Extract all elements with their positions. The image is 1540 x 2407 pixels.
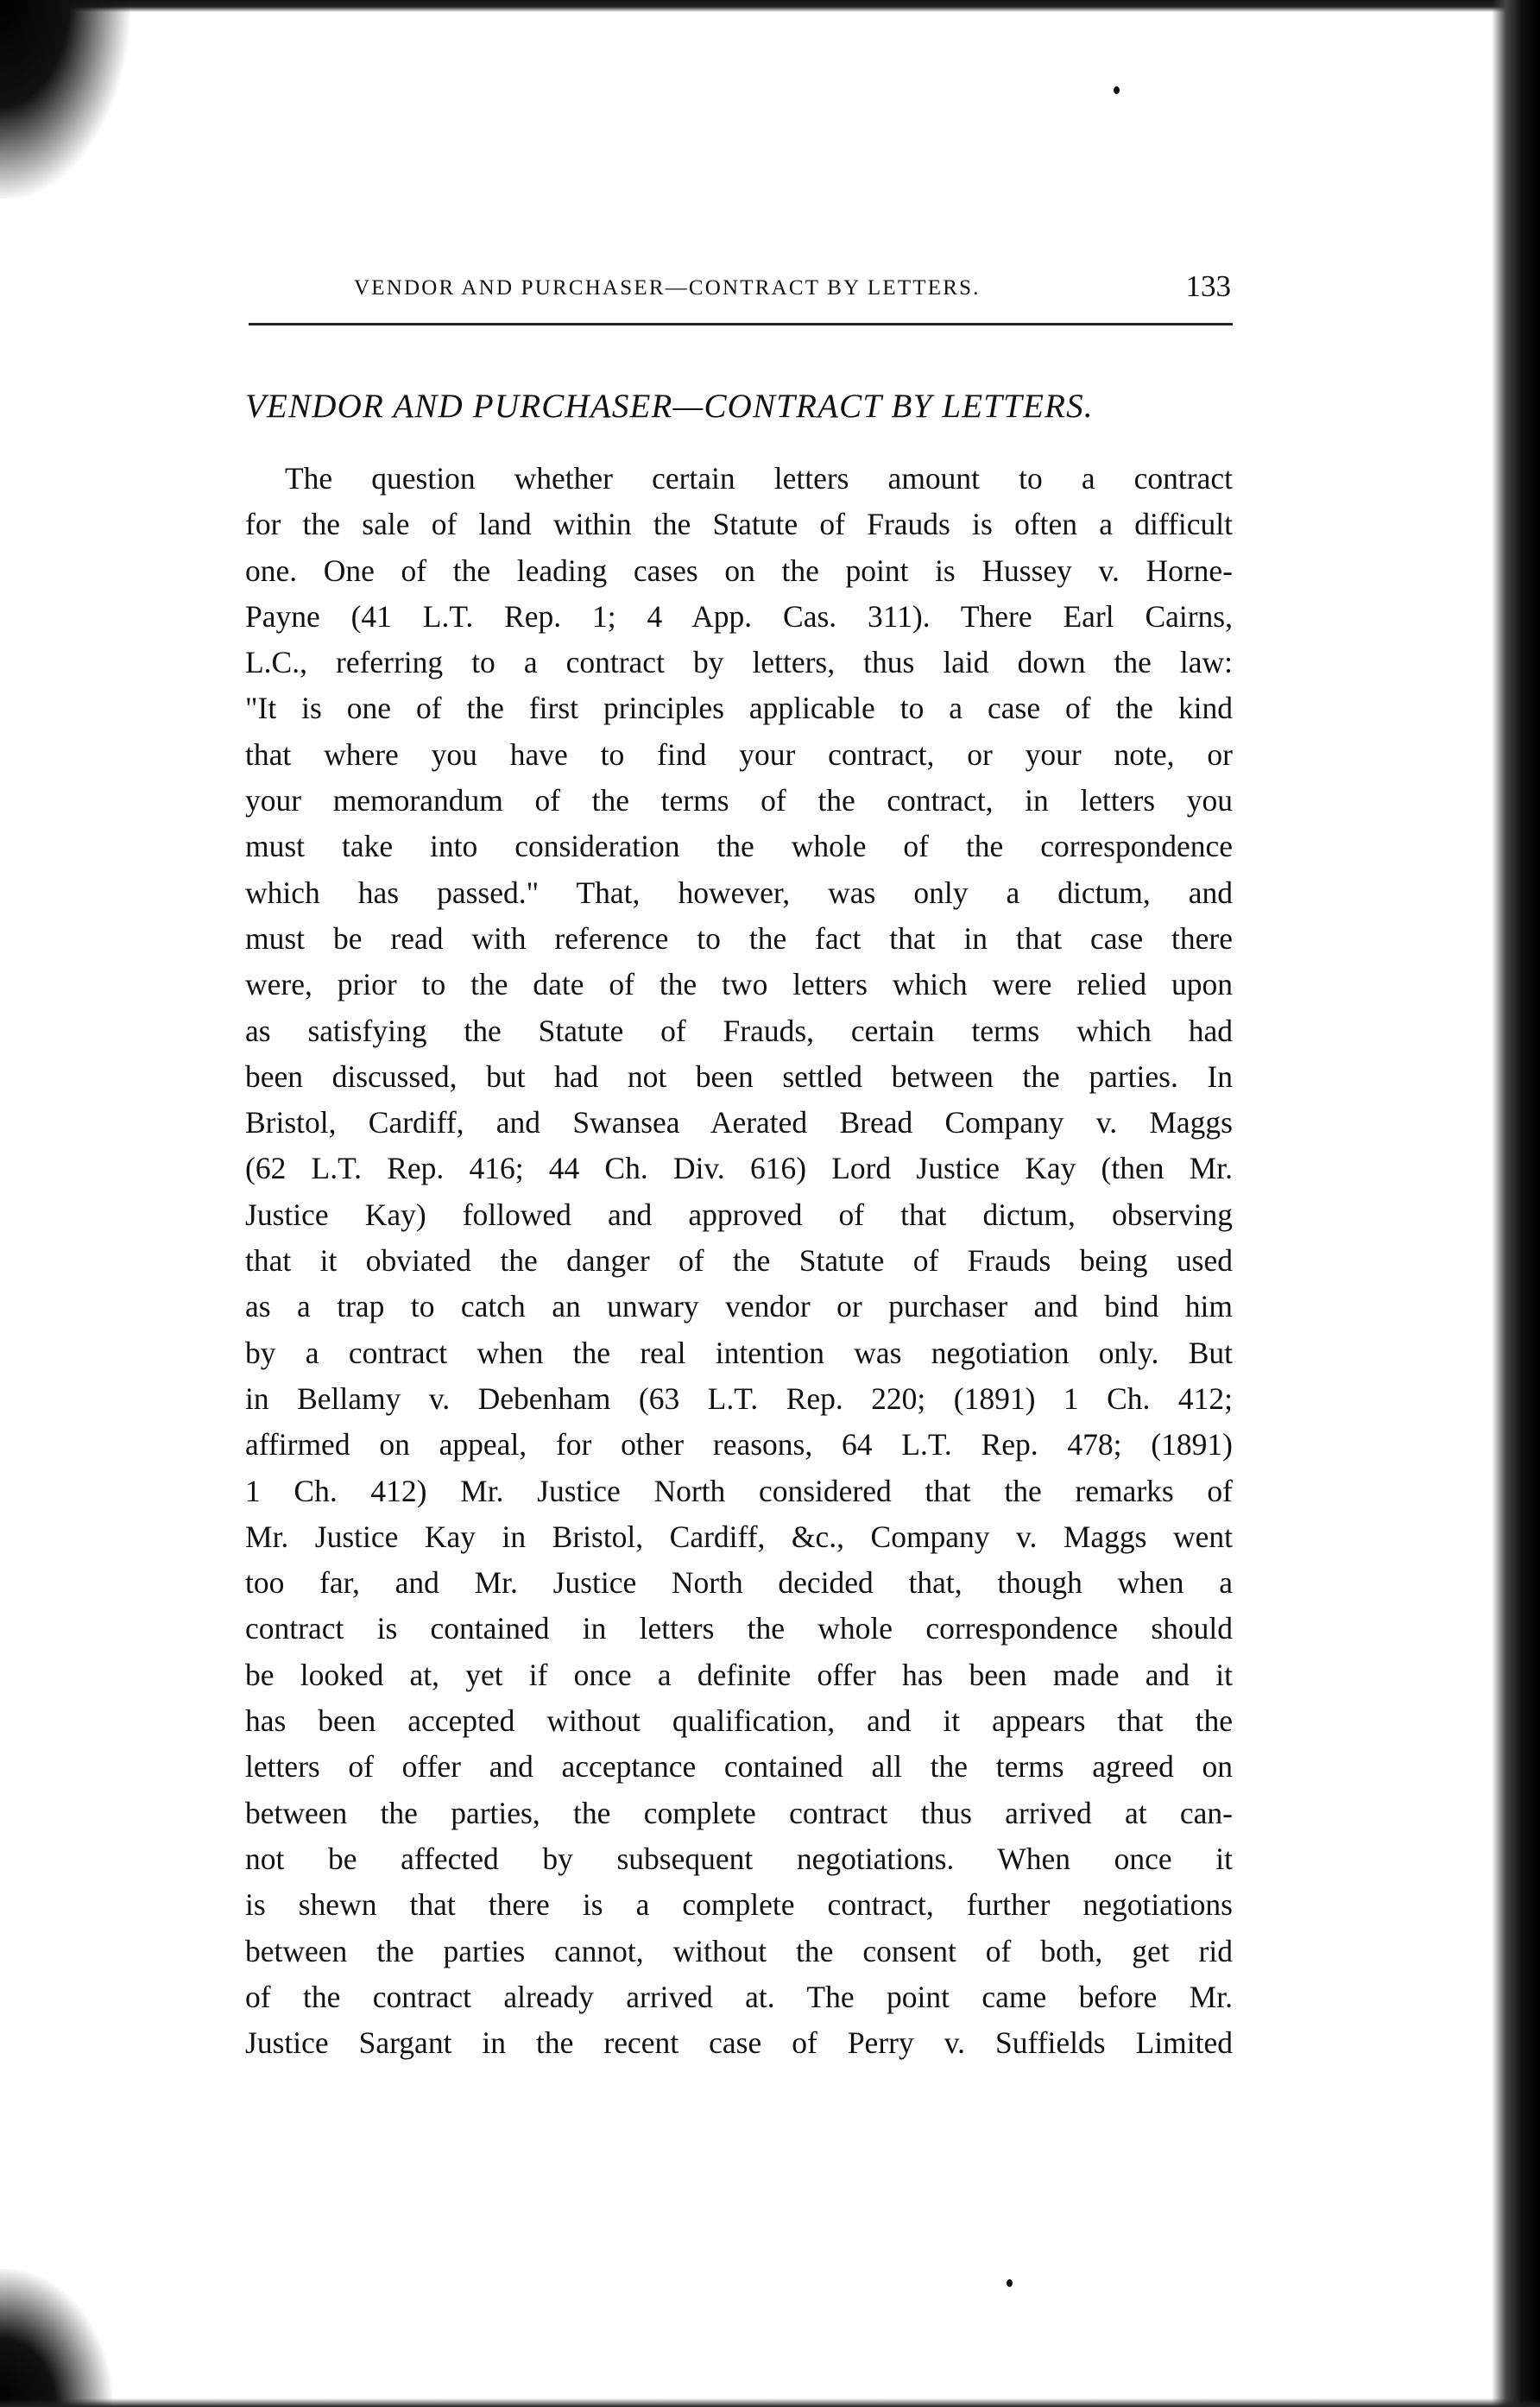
scan-corner-top-left [0,0,129,199]
body-line: Payne (41 L.T. Rep. 1; 4 App. Cas. 311). There Earl Cairns, [245,598,1233,634]
body-line: must be read with reference to the fact that in that case there [245,920,1233,956]
scan-edge-right [1492,0,1540,2407]
body-line: affirmed on appeal, for other reasons, 64 L.T. Rep. 478; (1891) [245,1427,1233,1463]
body-line: by a contract when the real intention was negotiation only. But [245,1335,1233,1370]
article-title: VENDOR AND PURCHASER—CONTRACT BY LETTERS. [245,388,1094,425]
body-line: which has passed." That, however, was only a dictum, and [245,875,1233,910]
body-line: not be affected by subsequent negotiations. When once it [245,1841,1233,1876]
body-line: contract is contained in letters the whole correspondence should [245,1611,1233,1646]
scan-speck [1007,2279,1013,2287]
body-line: is shewn that there is a complete contract, further negotiations [245,1887,1233,1923]
body-line: of the contract already arrived at. The point came before Mr. [245,1979,1233,2014]
scan-edge-top [0,0,1540,12]
body-line: letters of offer and acceptance contained all the terms agreed on [245,1749,1233,1785]
body-line: that where you have to find your contract, or your note, or [245,736,1233,772]
header-rule [249,323,1233,325]
article-body [245,456,1233,2066]
page-number: 133 [1185,269,1231,303]
body-line: between the parties, the complete contract thus arrived at can- [245,1795,1233,1830]
body-line: as a trap to catch an unwary vendor or purchaser and bind him [245,1289,1233,1324]
body-line: has been accepted without qualification, and it appears that the [245,1703,1233,1739]
body-line: that it obviated the danger of the Statute of Frauds being used [245,1243,1233,1279]
body-line: your memorandum of the terms of the contract, in letters you [245,783,1233,818]
body-line: Mr. Justice Kay in Bristol, Cardiff, &c., Company v. Maggs went [245,1519,1233,1554]
running-header [354,269,1231,307]
body-line: between the parties cannot, without the consent of both, get rid [245,1933,1233,1968]
body-line: were, prior to the date of the two letters which were relied upon [245,967,1233,1002]
body-line: The question whether certain letters amount to a contract [285,461,1233,496]
body-line: L.C., referring to a contract by letters, thus laid down the law: [245,645,1233,680]
body-line: be looked at, yet if once a definite offer has been made and it [245,1657,1233,1692]
scan-edge-bottom [0,2398,1540,2407]
body-line: must take into consideration the whole of the correspondence [245,829,1233,864]
body-line: Bristol, Cardiff, and Swansea Aerated Bread Company v. Maggs [245,1105,1233,1140]
body-line: as satisfying the Statute of Frauds, certain terms which had [245,1013,1233,1048]
body-line: Justice Sargant in the recent case of Perry v. Suffields Limited [245,2025,1233,2061]
running-title: VENDOR AND PURCHASER—CONTRACT BY LETTERS. [354,276,981,300]
body-line: been discussed, but had not been settled between the parties. In [245,1058,1233,1094]
body-line: Justice Kay) followed and approved of that dictum, observing [245,1197,1233,1232]
scan-corner-bottom-left [0,2269,112,2407]
body-line: "It is one of the first principles applicable to a case of the kind [245,691,1233,726]
body-line: in Bellamy v. Debenham (63 L.T. Rep. 220; (1891) 1 Ch. 412; [245,1380,1233,1416]
body-line: (62 L.T. Rep. 416; 44 Ch. Div. 616) Lord Justice Kay (then Mr. [245,1151,1233,1186]
body-line: too far, and Mr. Justice North decided that, though when a [245,1565,1233,1601]
body-line: one. One of the leading cases on the point is Hussey v. Horne- [245,553,1233,588]
body-line: 1 Ch. 412) Mr. Justice North considered that the remarks of [245,1473,1233,1508]
body-line: for the sale of land within the Statute of Frauds is often a difficult [245,507,1233,542]
scan-speck [1114,86,1120,94]
